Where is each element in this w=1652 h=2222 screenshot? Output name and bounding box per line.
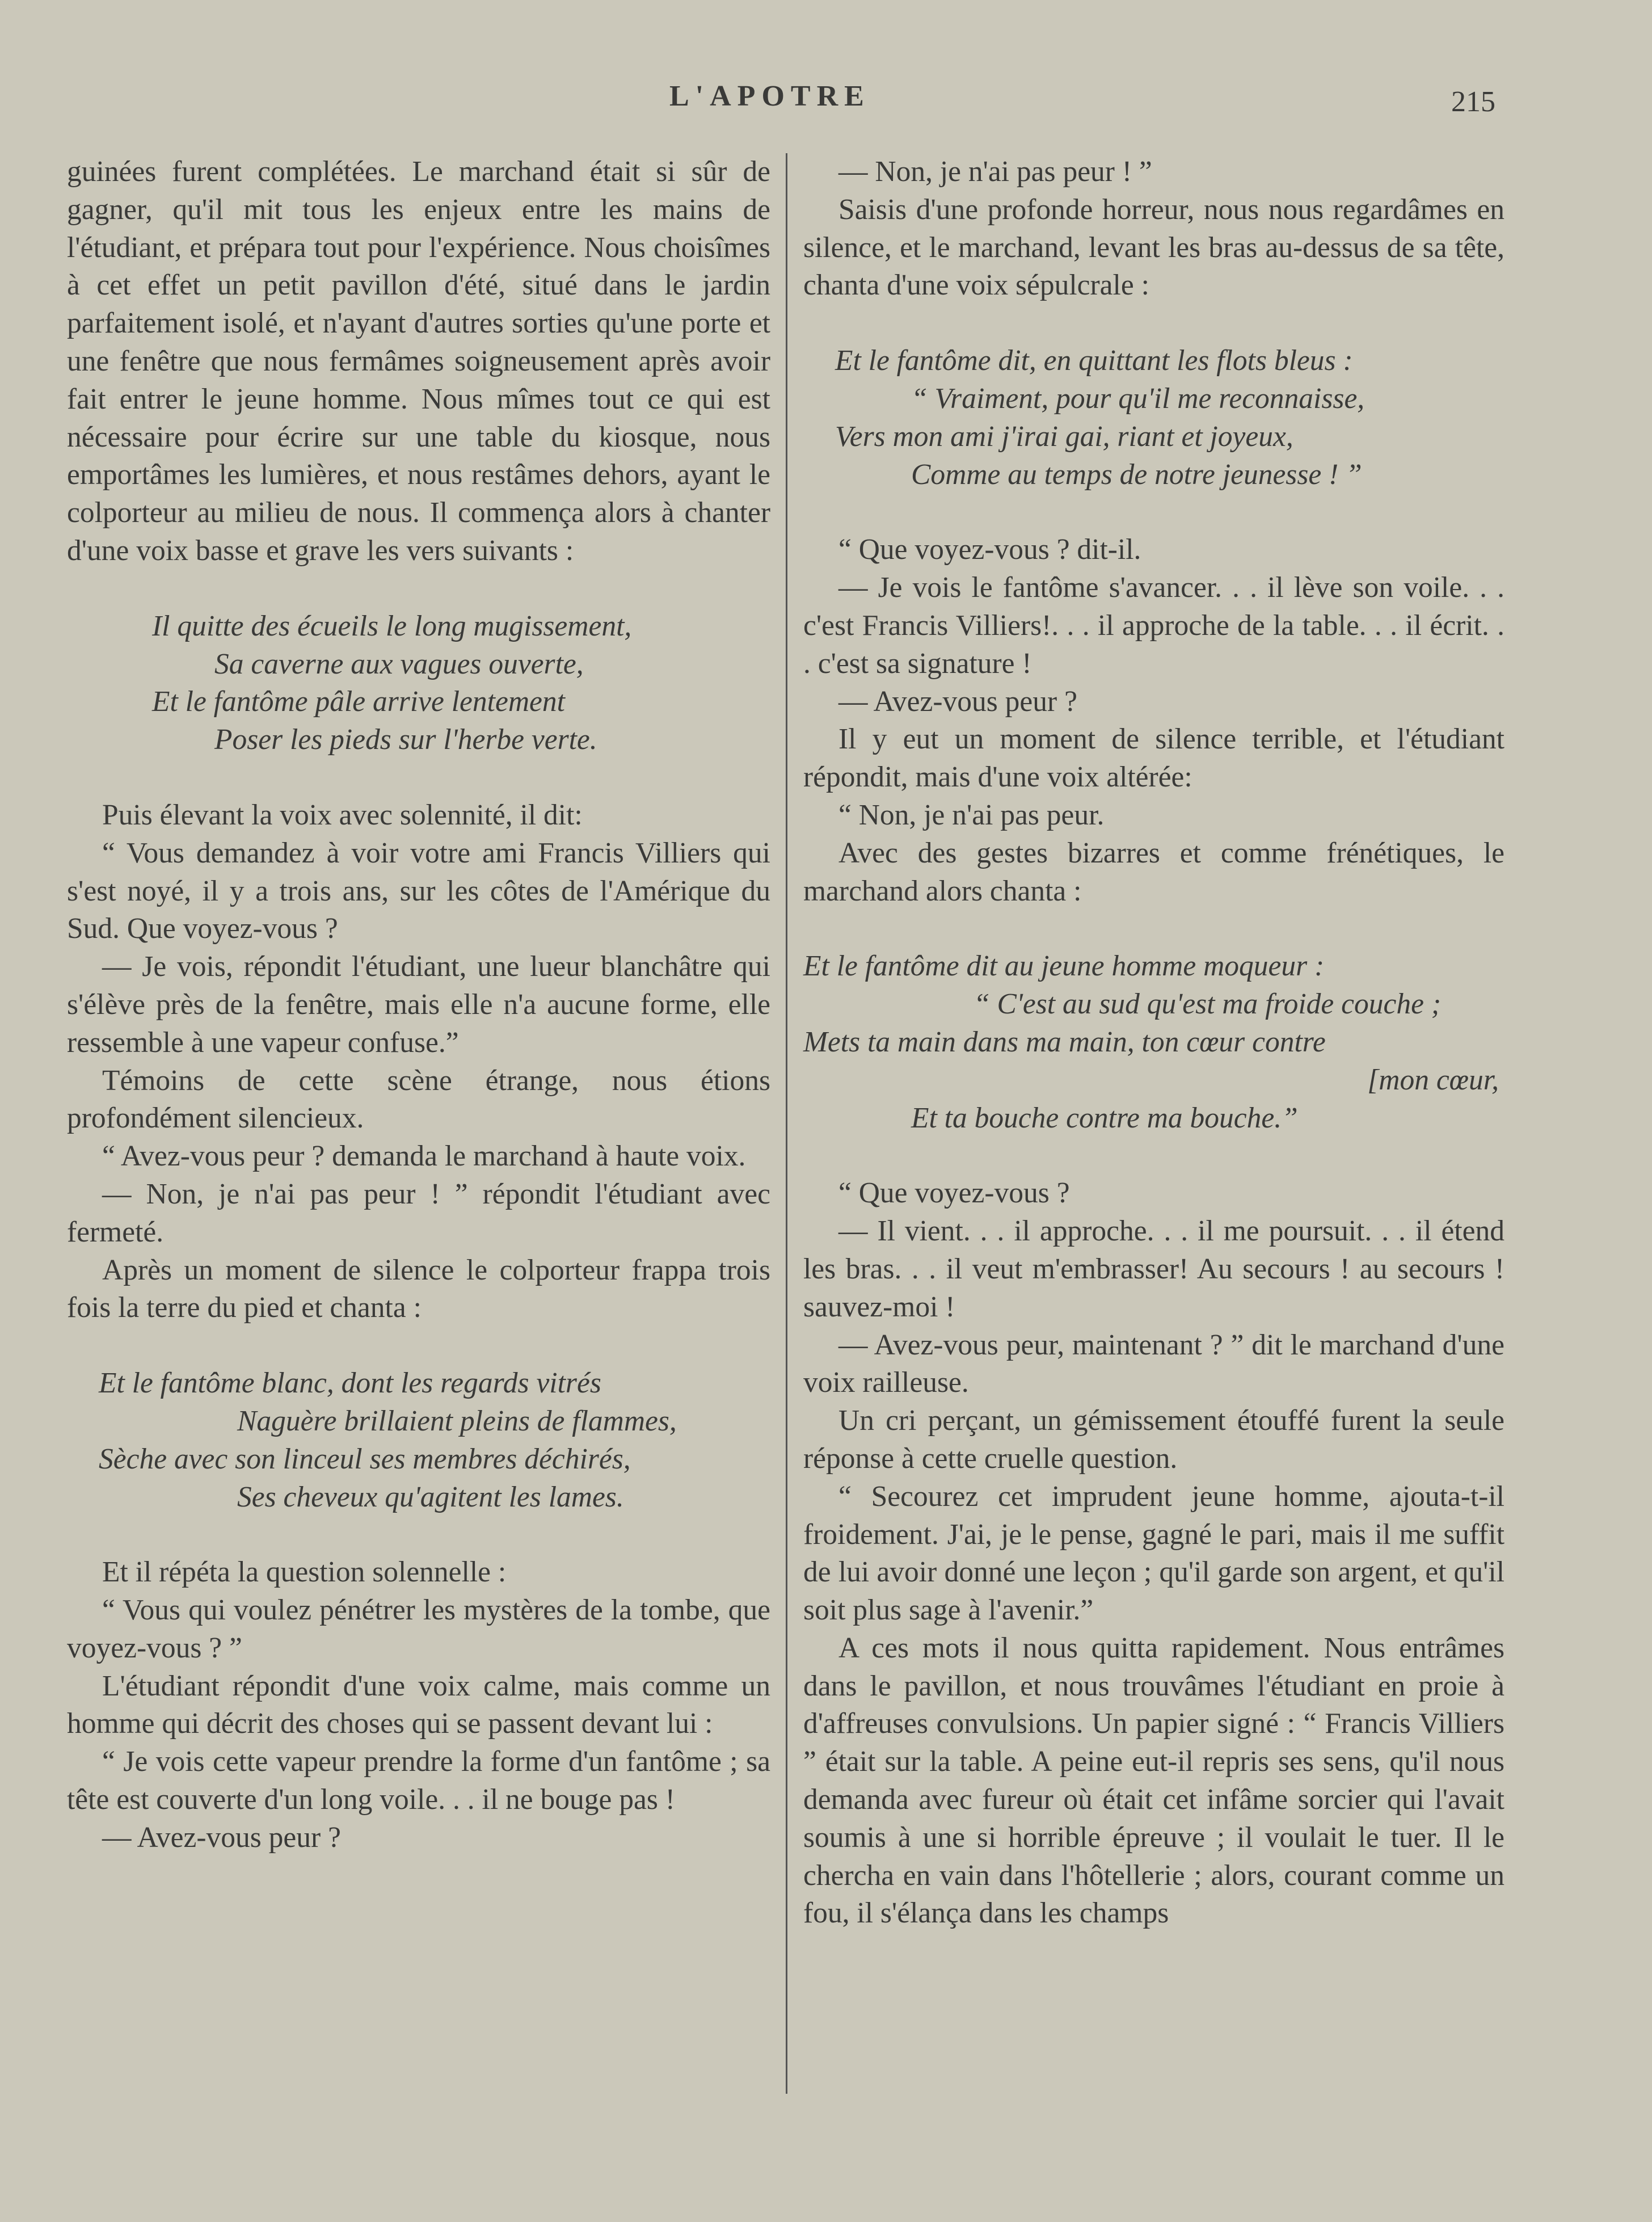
verse-line: Et le fantôme blanc, dont les regards vitrés [99,1367,601,1400]
paragraph: — Avez-vous peur, maintenant ? ” dit le marchand d'une voix railleuse. [803,1328,1504,1399]
verse-line: Comme au temps de notre jeunesse ! ” [911,458,1362,491]
verse-line: Ses cheveux qu'agitent les lames. [237,1480,624,1513]
verse-line: Sèche avec son linceul ses membres déchirés, [99,1442,631,1475]
paragraph: Avec des gestes bizarres et comme frénétiques, le marchand alors chanta : [803,836,1504,907]
verse-line: Et le fantôme dit, en quittant les flots bleus : [835,344,1353,377]
verse-line: Et ta bouche contre ma bouche.” [911,1101,1298,1134]
column-divider [786,153,787,2094]
paragraph: — Avez-vous peur ? [102,1821,341,1854]
verse-line: Mets ta main dans ma main, ton cœur contre [803,1025,1326,1058]
verse-line: “ C'est au sud qu'est ma froide couche ; [974,988,1441,1021]
paragraph: “ Non, je n'ai pas peur. [838,798,1105,831]
paragraph: “ Secourez cet imprudent jeune homme, ajouta-t-il froidement. J'ai, je le pense, gagné le pari, mais il me suffit de lui avoir donné une leçon ; qu'il garde son argent, et qu'il soit plus sage à l'avenir.” [803,1480,1504,1627]
page-number: 215 [1451,86,1495,118]
paragraph: Saisis d'une profonde horreur, nous nous regardâmes en silence, et le marchand, levant les bras au-dessus de sa tête, chanta d'une voix sépulcrale : [803,193,1504,302]
verse-line: Sa caverne aux vagues ouverte, [214,647,584,680]
verse-stanza [67,608,770,759]
paragraph: A ces mots il nous quitta rapidement. Nous entrâmes dans le pavillon, et nous trouvâmes l'étudiant en proie à d'affreuses convulsions. Un papier signé : “ Francis Villiers ” était sur la table. A peine eut-il repris ses sens, qu'il nous demanda avec fureur où était cet infâme sorcier qui l'avait soumis à une si horrible épreuve ; il voulait le tuer. Il le chercha en vain dans l'hôtellerie ; alors, courant comme un fou, il s'élança dans les champs [803,1631,1504,1930]
paragraph: — Je vois, répondit l'étudiant, une lueur blanchâtre qui s'élève près de la fenêtre, mais elle n'a aucune forme, elle ressemble à une vapeur confuse.” [67,950,770,1059]
paragraph: — Avez-vous peur ? [838,685,1077,718]
paragraph: — Je vois le fantôme s'avancer. . . il lève son voile. . . c'est Francis Villiers!. . . il approche de la table. . . il écrit. . . c'est sa signature ! [803,571,1504,680]
paragraph: “ Avez-vous peur ? demanda le marchand à haute voix. [102,1140,746,1173]
verse-line: Et le fantôme pâle arrive lentement [152,685,565,718]
verse-stanza [803,948,1504,1137]
paragraph: “ Vous demandez à voir votre ami Francis Villiers qui s'est noyé, il y a trois ans, sur les côtes de l'Amérique du Sud. Que voyez-vous ? [67,836,770,945]
paragraph: — Il vient. . . il approche. . . il me poursuit. . . il étend les bras. . . il veut m'embrasser! Au secours ! au secours ! sauvez-moi ! [803,1215,1504,1323]
verse-line: Il quitte des écueils le long mugissement, [152,609,632,642]
verse-stanza [67,1365,770,1516]
paragraph: “ Je vois cette vapeur prendre la forme d'un fantôme ; sa tête est couverte d'un long voile. . . il ne bouge pas ! [67,1745,770,1816]
right-column [803,153,1504,1933]
paragraph: guinées furent complétées. Le marchand était si sûr de gagner, qu'il mit tous les enjeux entre les mains de l'étudiant, et prépara tout pour l'expérience. Nous choisîmes à cet effet un petit pavillon d'été, situé dans le jardin parfaitement isolé, et n'ayant d'autres sorties qu'une porte et une fenêtre que nous fermâmes soigneusement après avoir fait entrer le jeune homme. Nous mîmes tout ce qui est nécessaire pour écrire sur une table du kiosque, nous emportâmes les lumières, et nous restâmes dehors, ayant le colporteur au milieu de nous. Il commença alors à chanter d'une voix basse et grave les vers suivants : [67,155,770,567]
paragraph: “ Que voyez-vous ? [838,1177,1070,1210]
verse-stanza [803,342,1504,494]
paragraph: Après un moment de silence le colporteur frappa trois fois la terre du pied et chanta : [67,1253,770,1324]
verse-line: Poser les pieds sur l'herbe verte. [214,723,597,756]
paragraph: “ Vous qui voulez pénétrer les mystères de la tombe, que voyez-vous ? ” [67,1594,770,1664]
verse-line: Naguère brillaient pleins de flammes, [237,1404,677,1437]
left-column [67,153,770,1857]
paragraph: — Non, je n'ai pas peur ! ” [838,155,1152,188]
paragraph: “ Que voyez-vous ? dit-il. [838,533,1141,566]
paragraph: Et il répéta la question solennelle : [102,1556,507,1589]
paragraph: Témoins de cette scène étrange, nous étions profondément silencieux. [67,1064,770,1135]
paragraph: Un cri perçant, un gémissement étouffé furent la seule réponse à cette cruelle question. [803,1404,1504,1475]
verse-line: “ Vraiment, pour qu'il me reconnaisse, [911,382,1365,415]
verse-line: Vers mon ami j'irai gai, riant et joyeux, [835,420,1293,453]
paragraph: Puis élevant la voix avec solennité, il dit: [102,798,583,831]
running-title: L'APOTRE [669,80,870,112]
verse-line: [mon cœur, [1367,1063,1499,1096]
paragraph: Il y eut un moment de silence terrible, et l'étudiant répondit, mais d'une voix altérée: [803,723,1504,794]
verse-line: Et le fantôme dit au jeune homme moqueur : [803,950,1325,983]
paragraph: L'étudiant répondit d'une voix calme, mais comme un homme qui décrit des choses qui se passent devant lui : [67,1669,770,1740]
paragraph: — Non, je n'ai pas peur ! ” répondit l'étudiant avec fermeté. [67,1177,770,1248]
